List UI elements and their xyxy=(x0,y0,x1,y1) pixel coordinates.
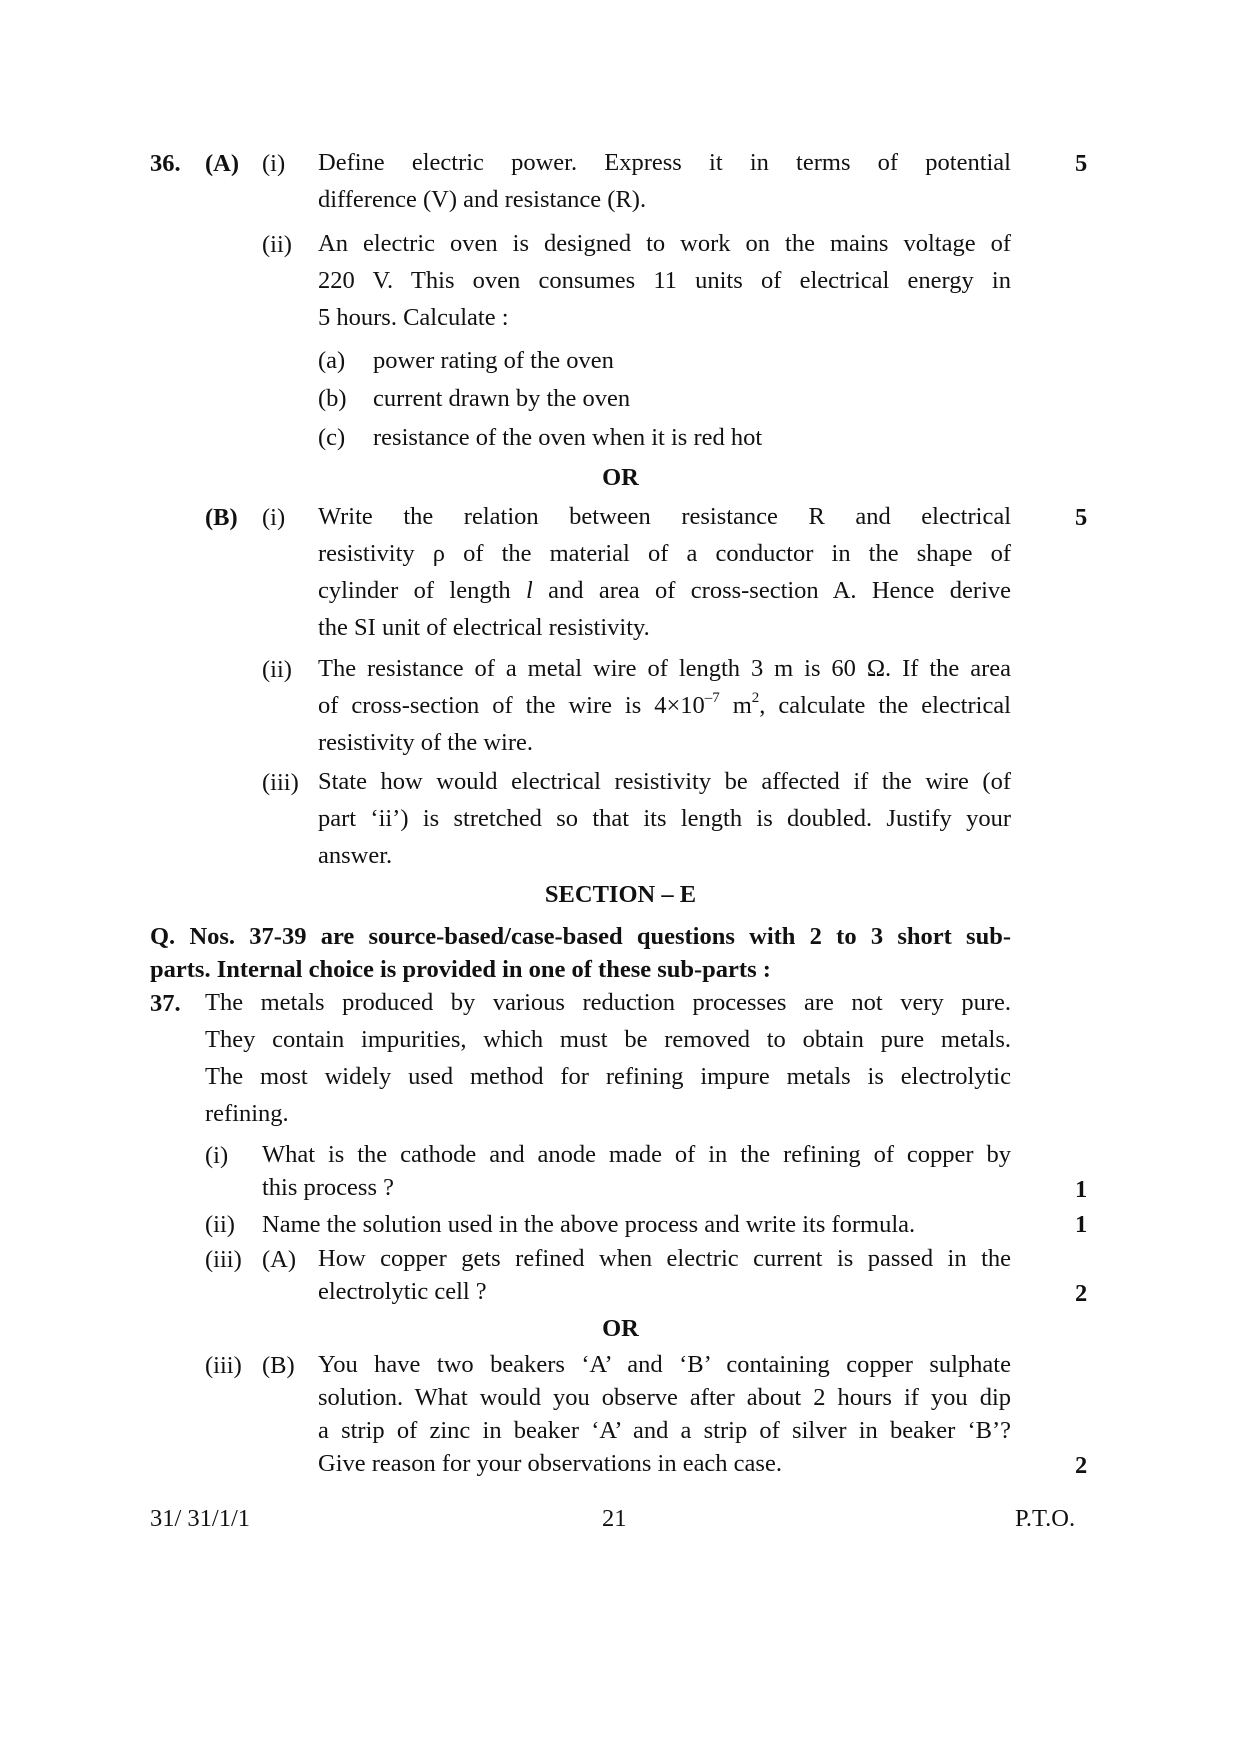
question-text: Name the solution used in the above process and write its formula. xyxy=(262,1211,916,1238)
section-heading: SECTION – E xyxy=(544,881,697,908)
marks: 1 xyxy=(1075,1211,1088,1238)
option-label: (c) xyxy=(318,424,346,451)
question-text: An electric oven is designed to work on the mains voltage of 220 V. This oven consumes 11 units of electrical energy in 5 hours. Calculate : xyxy=(318,230,1011,331)
passage-text: The metals produced by various reduction processes are not very pure. They contain impurities, which must be removed to obtain pure metals. The most widely used method for refining impure metals is electrolytic refining. xyxy=(205,989,1011,1127)
sub-label: (i) xyxy=(205,1142,229,1169)
section-instructions: Q. Nos. 37-39 are source-based/case-based questions with 2 to 3 short sub- parts. Internal choice is provided in one of these sub-parts : xyxy=(150,923,1011,983)
or-separator: OR xyxy=(602,1315,639,1342)
question-text: What is the cathode and anode made of in the refining of copper by this process ? xyxy=(262,1141,1011,1201)
option-label: (b) xyxy=(318,385,347,412)
question-text: How copper gets refined when electric current is passed in the electrolytic cell ? xyxy=(318,1245,1011,1305)
or-separator: OR xyxy=(602,464,639,491)
sub-label: (ii) xyxy=(262,231,292,258)
question-text: Define electric power. Express it in terms of potential difference (V) and resistance (R). xyxy=(318,149,1011,213)
part-label: (A) xyxy=(205,150,240,177)
question-number: 36. xyxy=(150,150,181,177)
paper-code: 31/ 31/1/1 xyxy=(150,1505,251,1532)
question-text: You have two beakers ‘A’ and ‘B’ containing copper sulphate solution. What would you observe after about 2 hours if you dip a strip of zinc in beaker ‘A’ and a strip of silver in beaker ‘B’? Give reason for your observations in each case. xyxy=(318,1351,1011,1477)
question-text: Write the relation between resistance R and electrical resistivity ρ of the material of a conductor in the shape of cylinder of length l and area of cross-section A. Hence derive the SI unit of electrical resistivity. xyxy=(318,503,1011,641)
marks: 1 xyxy=(1075,1176,1088,1203)
option-label: (B) xyxy=(262,1352,295,1379)
question-text: State how would electrical resistivity be affected if the wire (of part ‘ii’) is stretched so that its length is doubled. Justify your answer. xyxy=(318,768,1011,869)
marks: 2 xyxy=(1075,1452,1088,1479)
option-text: current drawn by the oven xyxy=(373,385,631,412)
marks: 5 xyxy=(1075,150,1088,177)
option-label: (A) xyxy=(262,1246,297,1273)
part-label: (B) xyxy=(205,504,238,531)
option-label: (a) xyxy=(318,347,346,374)
marks: 5 xyxy=(1075,504,1088,531)
option-text: power rating of the oven xyxy=(373,347,614,374)
sub-label: (iii) xyxy=(205,1352,242,1379)
sub-label: (i) xyxy=(262,150,286,177)
marks: 2 xyxy=(1075,1280,1088,1307)
sub-label: (iii) xyxy=(262,769,299,796)
sub-label: (i) xyxy=(262,504,286,531)
sub-label: (ii) xyxy=(262,656,292,683)
question-number: 37. xyxy=(150,990,181,1017)
option-text: resistance of the oven when it is red hot xyxy=(373,424,763,451)
sub-label: (iii) xyxy=(205,1246,242,1273)
sub-label: (ii) xyxy=(205,1211,235,1238)
question-text: The resistance of a metal wire of length 3 m is 60 Ω. If the area of cross-section of the wire is $4\times 10^{-7}$ $m^2$, calculate the electrical resistivity of the wire. xyxy=(318,655,1011,756)
pto-label: P.T.O. xyxy=(1015,1505,1076,1532)
page-number: 21 xyxy=(602,1505,627,1532)
